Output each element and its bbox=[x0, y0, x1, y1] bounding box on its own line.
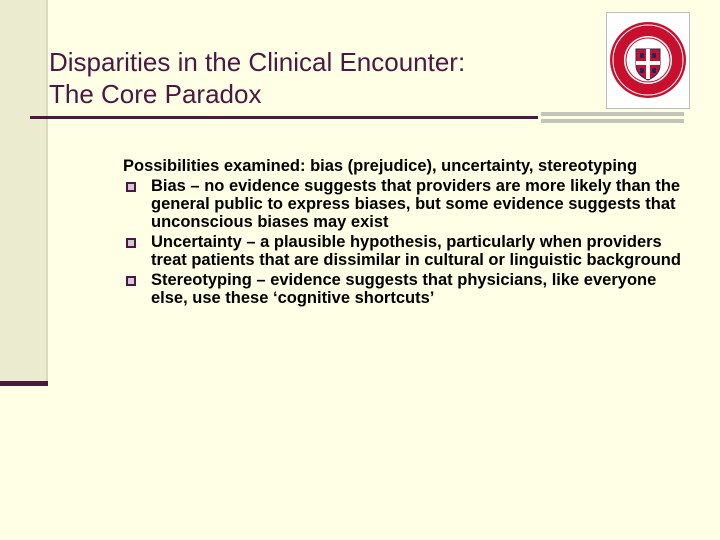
title-line-1: Disparities in the Clinical Encounter: bbox=[49, 47, 466, 77]
title-line-2: The Core Paradox bbox=[49, 79, 262, 109]
list-item bbox=[123, 177, 683, 231]
bullet-text: Uncertainty – a plausible hypothesis, particularly when providers treat patients that are dissimilar in cultural or linguistic background bbox=[151, 233, 681, 269]
slide-body bbox=[123, 157, 683, 309]
list-item bbox=[123, 233, 683, 269]
decorative-rule bbox=[541, 119, 684, 123]
bullet-text: Stereotyping – evidence suggests that physicians, like everyone else, use these ‘cognitive shortcuts’ bbox=[151, 271, 657, 307]
header-decorative-rules bbox=[541, 112, 684, 126]
intro-text: Possibilities examined: bias (prejudice), uncertainty, stereotyping bbox=[123, 157, 638, 175]
decorative-rule bbox=[541, 112, 684, 116]
bullet-text: Bias – no evidence suggests that providers are more likely than the general public to express biases, but some evidence suggests that unconscious biases may exist bbox=[151, 177, 681, 231]
title-underline bbox=[30, 116, 538, 119]
square-bullet-icon bbox=[126, 238, 136, 248]
university-seal-logo bbox=[606, 12, 690, 109]
seal-icon bbox=[607, 13, 689, 108]
left-band-accent bbox=[0, 381, 48, 386]
square-bullet-icon bbox=[126, 182, 136, 192]
square-bullet-icon bbox=[126, 276, 136, 286]
slide-title bbox=[49, 46, 569, 110]
left-decorative-band bbox=[0, 0, 48, 385]
list-item bbox=[123, 271, 683, 307]
